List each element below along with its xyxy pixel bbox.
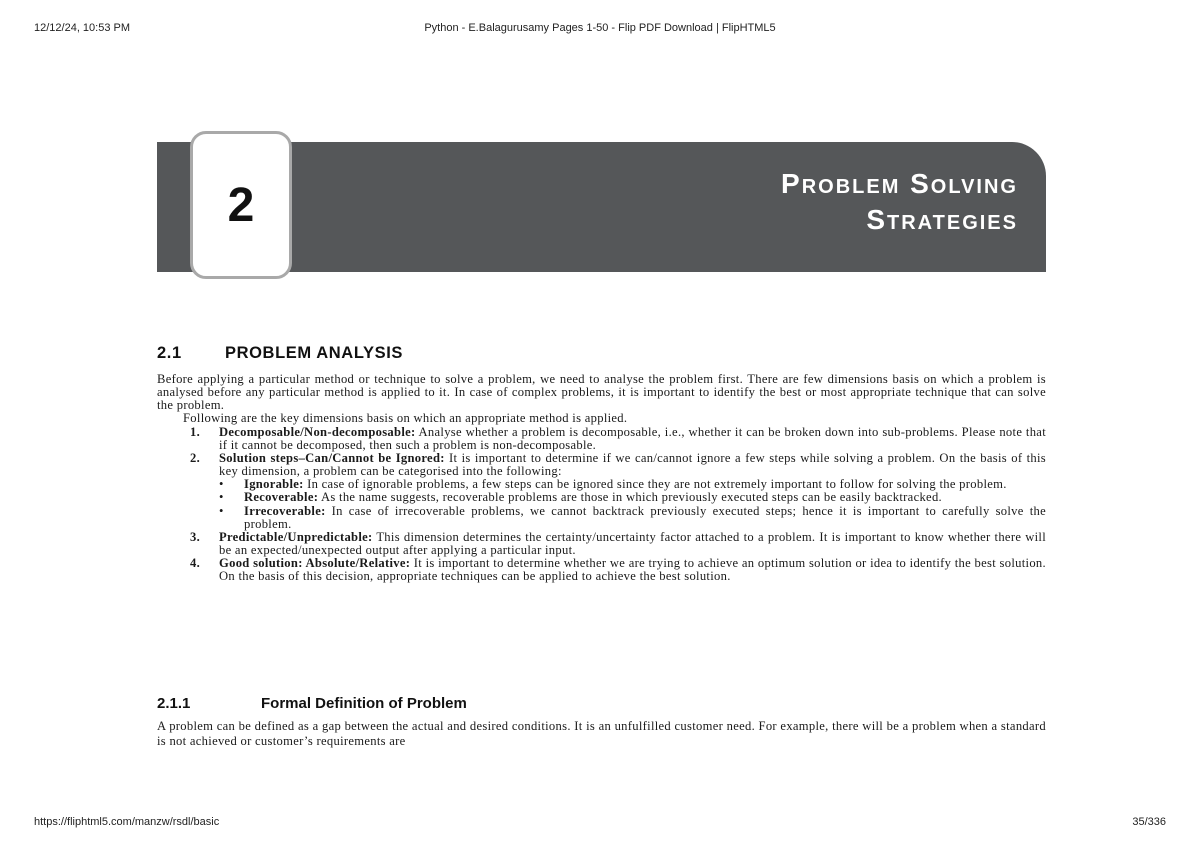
subsection-heading bbox=[157, 695, 467, 712]
section-title: PROBLEM ANALYSIS bbox=[225, 344, 403, 362]
chapter-title bbox=[781, 166, 1018, 238]
list-item-number: 3. bbox=[190, 529, 201, 544]
list-item-text: It is important to determine whether we are trying to achieve an optimum solution or idea to identify the best solution. On the basis of this decision, appropriate techniques can be applied to achieve the best solution. bbox=[219, 556, 1046, 584]
section-number: 2.1 bbox=[157, 344, 182, 362]
list-item-term: Decomposable/Non-decomposable: bbox=[219, 424, 416, 439]
list-item-term: Predictable/Unpredictable: bbox=[219, 529, 373, 544]
chapter-number: 2 bbox=[227, 179, 255, 232]
list-item bbox=[157, 426, 1046, 452]
chapter-number-tab bbox=[190, 131, 292, 279]
print-page-title: Python - E.Balagurusamy Pages 1-50 - Flip PDF Download | FlipHTML5 bbox=[424, 22, 776, 34]
bullet-term: Recoverable: bbox=[244, 490, 319, 505]
bullet-list bbox=[219, 478, 1046, 531]
list-item-term: Good solution: Absolute/Relative: bbox=[219, 556, 411, 571]
list-item-number: 1. bbox=[190, 424, 201, 439]
subsection-paragraph: A problem can be defined as a gap between the actual and desired conditions. It is an unfulfilled customer need. For example, there will be a problem when a standard is not achieved or customer’s requirements are bbox=[157, 719, 1046, 748]
bullet-term: Irrecoverable: bbox=[244, 503, 326, 518]
list-item-number: 2. bbox=[190, 450, 201, 465]
lead-paragraph: Following are the key dimensions basis on which an appropriate method is applied. bbox=[183, 411, 628, 426]
subsection-title: Formal Definition of Problem bbox=[261, 695, 467, 712]
list-item bbox=[157, 452, 1046, 531]
section-heading bbox=[157, 344, 403, 363]
list-item-text: Analyse whether a problem is decomposable, i.e., whether it can be broken down into sub-problems. Please note that if it cannot be decomposed, then such a problem is non-decomposable. bbox=[219, 424, 1046, 452]
bullet-item bbox=[219, 505, 1046, 531]
section-body bbox=[157, 373, 1046, 584]
list-item-number: 4. bbox=[190, 556, 201, 571]
dimension-list bbox=[157, 426, 1046, 584]
print-datetime: 12/12/24, 10:53 PM bbox=[34, 22, 131, 34]
subsection-body bbox=[157, 719, 1046, 748]
chapter-title-line2: Strategies bbox=[866, 204, 1018, 235]
intro-paragraph: Before applying a particular method or technique to solve a problem, we need to analyse the problem first. There are few dimensions basis on which a problem is analysed before any particular method is applied to it. In case of complex problems, it is important to identify the best or most appropriate technique that can solve the problem. bbox=[157, 372, 1046, 413]
list-item-text: This dimension determines the certainty/uncertainty factor attached to a problem. It is important to know whether there will be an expected/unexpected output after applying a particular input. bbox=[219, 529, 1046, 558]
bullet-text: In case of ignorable problems, a few steps can be ignored since they are not extremely important to follow for solving the problem. bbox=[303, 477, 1007, 492]
print-url: https://fliphtml5.com/manzw/rsdl/basic bbox=[34, 816, 220, 828]
chapter-title-line1: Problem Solving bbox=[781, 168, 1018, 199]
list-item bbox=[157, 557, 1046, 583]
bullet-term: Ignorable: bbox=[244, 477, 304, 492]
print-page-count: 35/336 bbox=[1132, 816, 1166, 828]
list-item bbox=[157, 531, 1046, 557]
list-item-text: It is important to determine if we can/cannot ignore a few steps while solving a problem. On the basis of this key dimension, a problem can be categorised into the following: bbox=[219, 450, 1046, 479]
bullet-text: As the name suggests, recoverable problems are those in which previously executed steps can be easily backtracked. bbox=[318, 490, 942, 505]
list-item-term: Solution steps–Can/Cannot be Ignored: bbox=[219, 450, 445, 465]
bullet-text: In case of irrecoverable problems, we cannot backtrack previously executed steps; hence it is important to carefully solve the problem. bbox=[244, 503, 1046, 531]
subsection-number: 2.1.1 bbox=[157, 695, 191, 712]
